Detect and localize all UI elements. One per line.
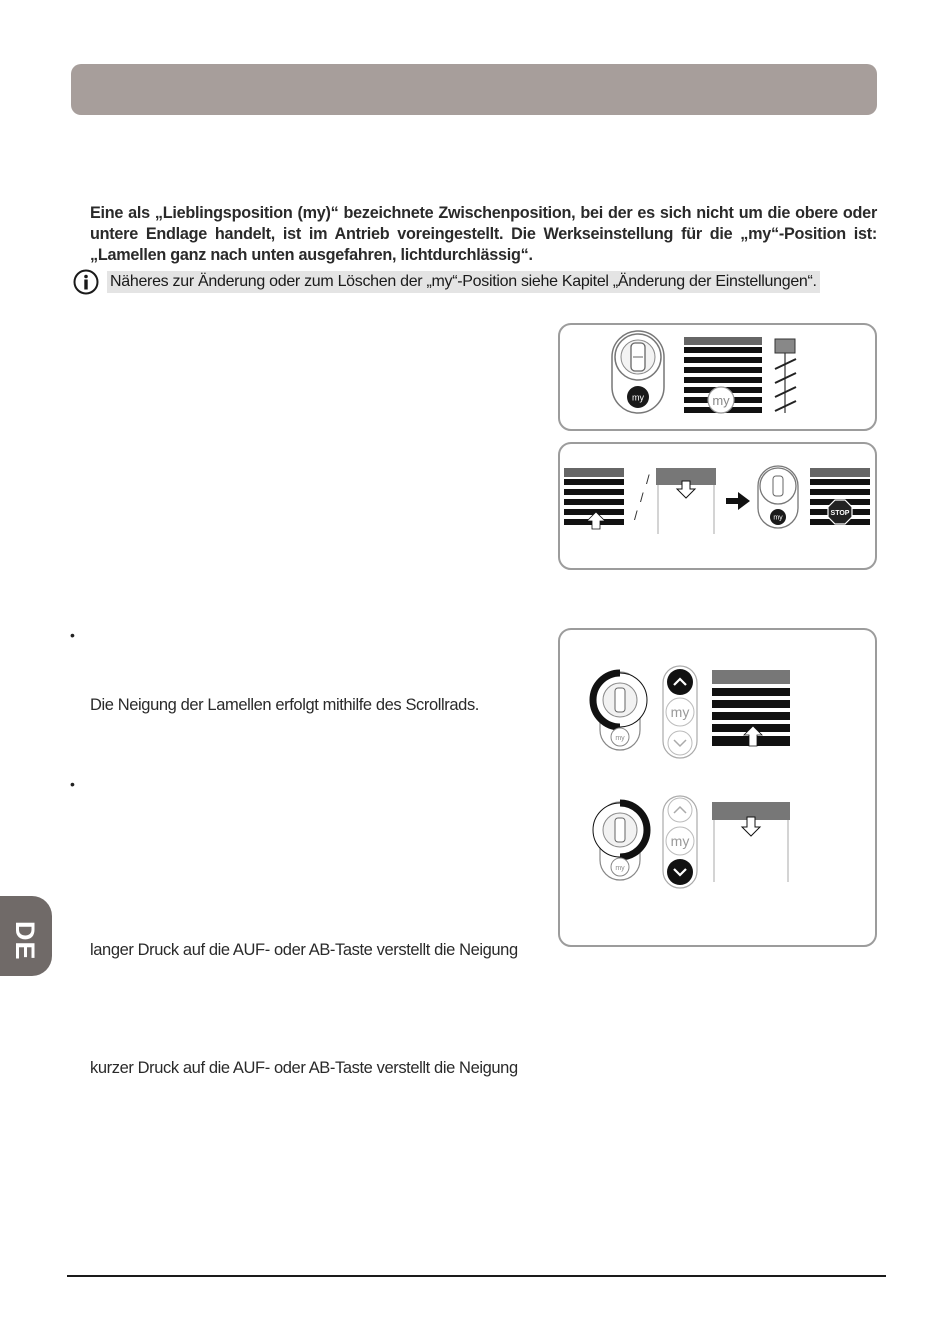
language-tab xyxy=(0,896,52,976)
scroll-wheel-up-icon xyxy=(593,672,647,750)
blind-tilt-up-icon xyxy=(712,670,790,746)
pad-down-my-label: my xyxy=(670,833,690,849)
remote-control-small-icon xyxy=(758,466,798,528)
slash-1: / xyxy=(646,472,650,487)
venetian-blind-icon xyxy=(684,337,762,413)
scroll-up-my-label: my xyxy=(615,735,625,742)
button-pad-up-icon xyxy=(663,666,697,758)
info-icon xyxy=(73,269,99,295)
slash-3: / xyxy=(634,508,638,523)
slash-2: / xyxy=(640,490,644,505)
bullet-2: • xyxy=(70,776,75,792)
info-note-text: Näheres zur Änderung oder zum Löschen der „my“-Position siehe Kapitel „Änderung der Einstellungen“. xyxy=(107,271,820,293)
remote-control-icon xyxy=(612,331,664,413)
arrow-right-icon xyxy=(726,492,750,510)
blind-raising-icon xyxy=(564,468,624,529)
pad-up-my-label: my xyxy=(670,704,690,720)
long-press-text: langer Druck auf die AUF- oder AB-Taste verstellt die Neigung xyxy=(90,941,518,959)
blind-tilt-down-icon xyxy=(712,802,790,882)
info-note xyxy=(73,269,879,295)
bullet-1: • xyxy=(70,627,75,643)
scroll-down-my-label: my xyxy=(615,865,625,872)
tilt-adjustment-illustration xyxy=(558,628,877,947)
remote-my-label: my xyxy=(632,392,644,403)
or-separator xyxy=(634,472,650,523)
section-header-band xyxy=(71,64,877,115)
slat-angle-icon xyxy=(775,339,796,413)
blind-stopped-icon xyxy=(810,468,870,525)
button-pad-down-icon xyxy=(663,796,697,888)
short-press-text: kurzer Druck auf die AUF- oder AB-Taste verstellt die Neigung xyxy=(90,1059,518,1077)
blind-my-label: my xyxy=(712,393,730,408)
stop-at-my-illustration xyxy=(558,442,877,570)
footer-rule xyxy=(67,1275,886,1277)
small-remote-my-label: my xyxy=(773,514,783,522)
tilt-scroll-text: Die Neigung der Lamellen erfolgt mithilfe des Scrollrads. xyxy=(90,696,479,714)
my-position-illustration xyxy=(558,323,877,431)
language-tab-label: DE xyxy=(10,921,40,961)
intro-paragraph: Eine als „Lieblingsposition (my)“ bezeichnete Zwischenposition, bei der es sich nicht um die obere oder untere Endlage handelt, ist im Antrieb voreingestellt. Die Werkseinstellung für die „my“-Position ist: „Lamellen ganz nach unten ausgefahren, lichtdurchlässig“. xyxy=(90,204,877,264)
stop-sign-label: STOP xyxy=(830,510,850,517)
blind-lowering-icon xyxy=(656,468,716,534)
scroll-wheel-down-icon xyxy=(593,802,647,880)
